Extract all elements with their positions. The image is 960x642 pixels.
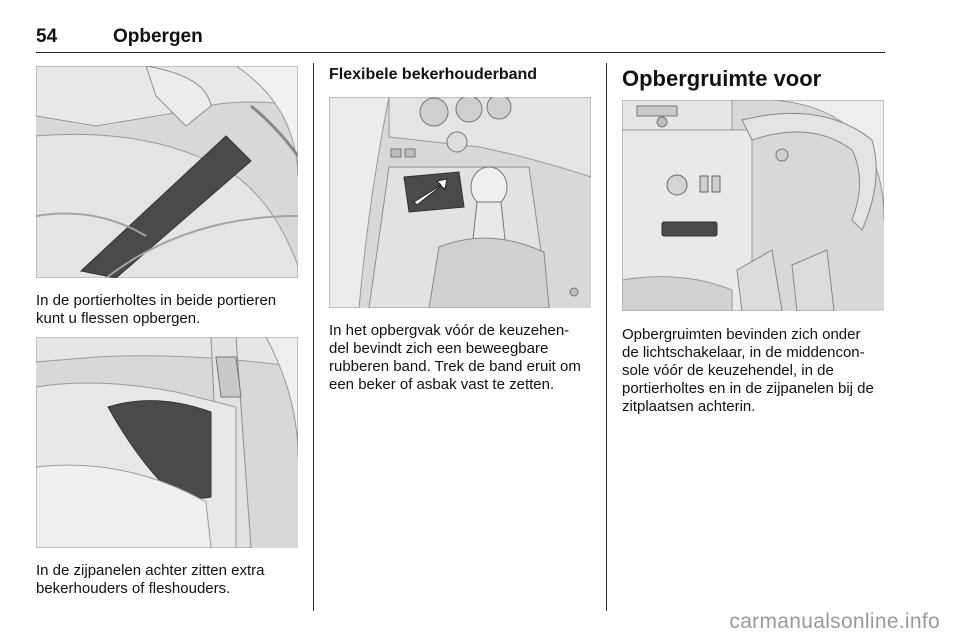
side-panel-illustration [36,337,298,548]
caption-line: In de portierholtes in beide portieren [36,292,277,309]
column-divider-left [313,63,314,611]
caption-line: zitplaatsen achterin. [622,398,756,415]
caption-line: bekerhouders of fleshouders. [36,580,231,597]
caption-side-panel [36,562,264,598]
caption-line: sole vóór de keuzehendel, in de [622,362,834,379]
page-number: 54 [36,26,58,47]
page-title: Opbergen [113,26,203,47]
cupholder-band-illustration [329,97,591,308]
watermark: carmanualsonline.info [729,610,940,633]
caption-line: rubberen band. Trek de band eruit om [329,358,581,375]
caption-cupholder-band [329,322,581,394]
caption-line: kunt u flessen opbergen. [36,310,201,327]
page-header [36,24,885,53]
caption-line: de lichtschakelaar, in de middencon- [622,344,865,361]
caption-line: Opbergruimten bevinden zich onder [622,326,861,343]
column-divider-right [606,63,607,611]
door-pocket-illustration [36,66,298,278]
caption-line: een beker of asbak vast te zetten. [329,376,555,393]
caption-line: In de zijpanelen achter zitten extra [36,562,265,579]
caption-line: del bevindt zich een beweegbare [329,340,549,357]
front-storage-illustration [622,100,884,311]
caption-line: portierholtes en in de zijpanelen bij de [622,380,874,397]
section-heading-cupholder-band: Flexibele bekerhouderband [329,66,538,83]
section-heading-front-storage: Opbergruimte voor [622,66,822,91]
caption-line: In het opbergvak vóór de keuzehen- [329,322,570,339]
caption-front-storage [622,326,874,416]
caption-door-pocket [36,292,276,328]
